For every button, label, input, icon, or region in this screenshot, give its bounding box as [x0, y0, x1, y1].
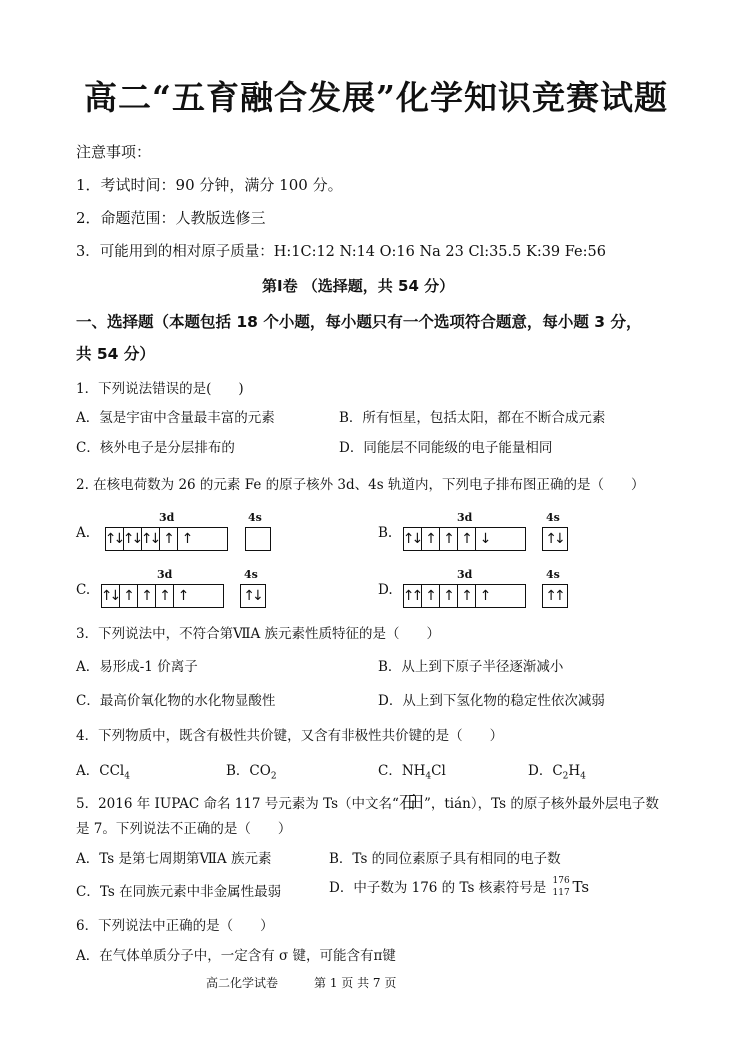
q4-option-c — [378, 759, 446, 782]
q2-c-3d-box — [101, 584, 224, 608]
q4-a-text: A．CCl — [76, 763, 125, 779]
q2-d-4s-box — [542, 584, 568, 608]
orbital-cell: ↑↓ — [404, 528, 422, 550]
q5-option-a: A．Ts 是第七周期第ⅦA 族元素 — [76, 851, 272, 867]
orbital-cell — [246, 528, 270, 550]
notes-item-3: 3．可能用到的相对原子质量：H:1C:12 N:14 O:16 Na 23 Cl:35.5 K:39 Fe:56 — [76, 244, 606, 260]
exam-title: 高二“五育融合发展”化学知识竞赛试题 — [84, 78, 668, 117]
q4-a-sub: 4 — [124, 771, 130, 782]
footer-subject: 高二化学试卷 — [206, 976, 279, 990]
q5-option-b: B．Ts 的同位素原子具有相同的电子数 — [329, 851, 561, 867]
q2-b-4s-label: 4s — [546, 511, 560, 524]
q5-d-mass-number: 176 — [552, 875, 570, 886]
q5-option-c: C．Ts 在同族元素中非金属性最弱 — [76, 884, 282, 900]
part1-heading-line2: 共 54 分） — [76, 345, 155, 363]
q2-b-4s-box — [542, 527, 568, 551]
q2-c-3d-label: 3d — [157, 568, 173, 581]
q2-d-4s-label: 4s — [546, 568, 560, 581]
orbital-cell: ↑↑ — [545, 588, 563, 604]
q2-c-4s-box — [240, 584, 266, 608]
q2-option-d-label: D. — [378, 582, 393, 598]
q1-option-d: D．同能层不同能级的电子能量相同 — [339, 440, 553, 456]
q2-a-4s-label: 4s — [248, 511, 262, 524]
q5-d-atomic-number: 117 — [552, 887, 570, 898]
orbital-cell: ↑ — [138, 585, 156, 607]
q4-d-text: D．C — [528, 763, 563, 779]
q2-option-a-label: A. — [76, 525, 91, 541]
q2-option-c-label: C. — [76, 582, 91, 598]
orbital-cell: ↑ — [422, 528, 440, 550]
orbital-cell: ↑ — [440, 528, 458, 550]
q1-stem: 1．下列说法错误的是( ) — [76, 381, 244, 397]
q4-b-text: B．CO — [226, 763, 271, 779]
q3-option-b: B．从上到下原子半径逐渐减小 — [378, 659, 564, 675]
q2-a-3d-label: 3d — [159, 511, 175, 524]
orbital-cell: ↓ — [479, 531, 489, 547]
q4-d-sub2: 4 — [580, 771, 586, 782]
part1-heading-line1: 一、选择题（本题包括 18 个小题，每小题只有一个选项符合题意，每小题 3 分， — [76, 313, 642, 331]
q2-option-b-label: B. — [378, 525, 393, 541]
q5-d-symbol: Ts — [572, 878, 590, 896]
orbital-cell: ↑ — [120, 585, 138, 607]
q2-b-3d-box — [403, 527, 526, 551]
orbital-cell: ↑↓ — [106, 528, 124, 550]
q2-a-3d-box — [105, 527, 228, 551]
orbital-cell: ↑↓ — [142, 528, 160, 550]
notes-item-1: 1．考试时间：90 分钟，满分 100 分。 — [76, 176, 343, 194]
q6-stem: 6．下列说法中正确的是（ ） — [76, 918, 274, 934]
orbital-cell: ↑↑ — [404, 585, 422, 607]
orbital-cell: ↑ — [177, 588, 187, 604]
q2-stem: 2. 在核电荷数为 26 的元素 Fe 的原子核外 3d、4s 轨道内，下列电子排布图正确的是（ ） — [76, 477, 645, 493]
q5-d-nuclide — [551, 875, 573, 898]
orbital-cell: ↑ — [156, 585, 174, 607]
notes-item-2: 2．命题范围：人教版选修三 — [76, 209, 266, 227]
q2-c-4s-label: 4s — [244, 568, 258, 581]
q1-option-b: B．所有恒星，包括太阳，都在不断合成元素 — [339, 410, 606, 426]
q5-d-text: D．中子数为 176 的 Ts 核素符号是 — [329, 880, 547, 896]
orbital-cell: ↑ — [160, 528, 178, 550]
q4-d-sub1: 2 — [562, 771, 569, 782]
q6-option-a: A．在气体单质分子中，一定含有 σ 键，可能含有π键 — [76, 948, 396, 964]
q5-stem-line2: 是 7。下列说法不正确的是（ ） — [76, 821, 292, 837]
q1-option-c: C．核外电子是分层排布的 — [76, 440, 235, 456]
orbital-cell: ↑ — [440, 585, 458, 607]
q3-option-a: A．易形成-1 价离子 — [76, 659, 198, 675]
orbital-cell: ↑ — [458, 528, 476, 550]
orbital-cell: ↑↓ — [124, 528, 142, 550]
orbital-cell: ↑ — [458, 585, 476, 607]
orbital-cell: ↑↓ — [102, 585, 120, 607]
q4-option-a — [76, 759, 130, 782]
q3-option-c: C．最高价氧化物的水化物显酸性 — [76, 693, 276, 709]
section-title: 第Ⅰ卷 （选择题，共 54 分） — [262, 277, 455, 295]
q4-d-mid: H — [568, 763, 581, 779]
q2-b-3d-label: 3d — [457, 511, 473, 524]
orbital-cell: ↑ — [479, 588, 489, 604]
q2-a-4s-box — [245, 527, 271, 551]
orbital-cell: ↑↓ — [545, 531, 563, 547]
q2-d-3d-box — [403, 584, 526, 608]
footer-page-number: 第 1 页 共 7 页 — [314, 976, 397, 990]
q3-option-d: D．从上到下氢化物的稳定性依次减弱 — [378, 693, 605, 709]
q5-stem-line1 — [76, 788, 659, 813]
notes-heading: 注意事项： — [76, 143, 152, 161]
q4-option-b — [226, 759, 277, 782]
q4-c-tail: Cl — [431, 763, 446, 779]
q2-d-3d-label: 3d — [457, 568, 473, 581]
q5-line1-text: 5．2016 年 IUPAC 命名 117 号元素为 Ts（中文名“ — [76, 796, 399, 812]
q4-stem: 4．下列物质中，既含有极性共价键，又含有非极性共价键的是（ ） — [76, 728, 504, 744]
q5-line1-tail: ”，tián），Ts 的原子核外最外层电子数 — [423, 796, 659, 812]
orbital-cell: ↑↓ — [243, 588, 261, 604]
q4-c-sub: 4 — [425, 771, 432, 782]
orbital-cell: ↑ — [422, 585, 440, 607]
q5-element-char: 石田 — [398, 793, 415, 813]
q4-c-text: C．NH — [378, 763, 426, 779]
orbital-cell: ↑ — [181, 531, 191, 547]
q4-b-sub: 2 — [270, 771, 277, 782]
q5-option-d — [329, 876, 589, 898]
q1-option-a: A．氢是宇宙中含量最丰富的元素 — [76, 410, 275, 426]
q4-option-d — [528, 759, 586, 782]
q3-stem: 3．下列说法中，不符合第ⅦA 族元素性质特征的是（ ） — [76, 626, 441, 642]
